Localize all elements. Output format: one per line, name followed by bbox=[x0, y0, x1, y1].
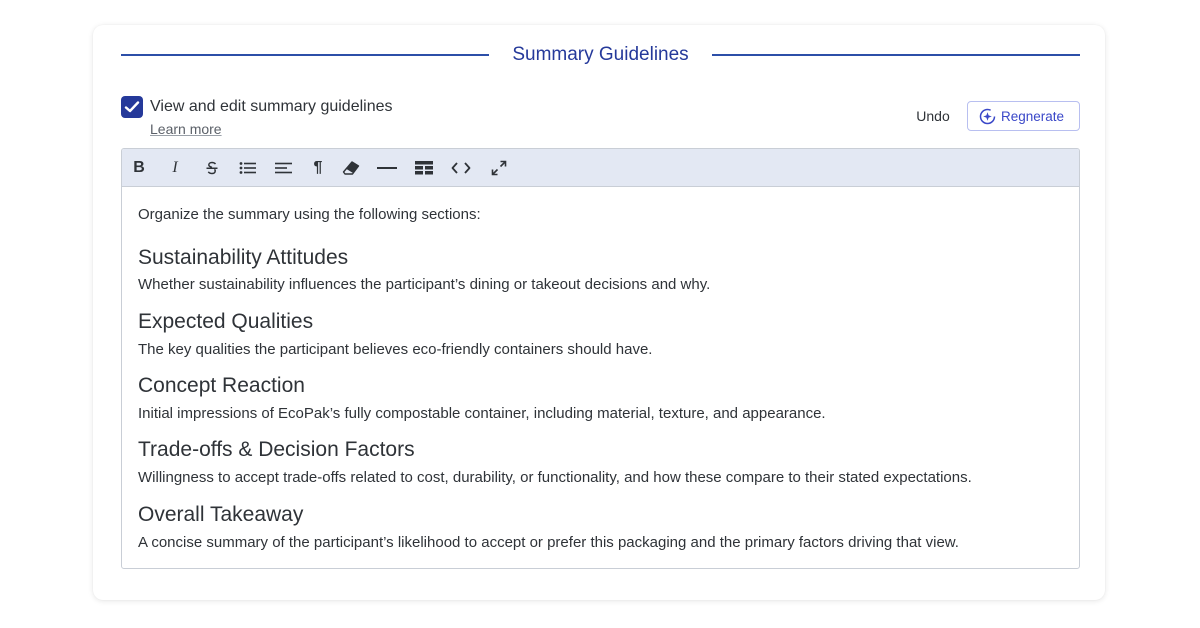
intro-text: Organize the summary using the following sections: bbox=[138, 206, 481, 223]
table-icon bbox=[415, 161, 433, 175]
section-description: A concise summary of the participant’s likelihood to accept or prefer this packaging and the primary factors driving that view. bbox=[138, 534, 959, 551]
editor-toolbar bbox=[122, 149, 1079, 187]
section-description: The key qualities the participant believes eco-friendly containers should have. bbox=[138, 341, 653, 358]
section-heading: Overall Takeaway bbox=[138, 503, 304, 526]
paragraph-button[interactable] bbox=[307, 157, 329, 179]
expand-icon bbox=[491, 160, 507, 176]
checkmark-icon bbox=[124, 100, 140, 114]
strikethrough-icon bbox=[204, 160, 220, 176]
view-edit-guidelines-checkbox[interactable] bbox=[121, 96, 143, 118]
italic-button[interactable] bbox=[164, 157, 186, 179]
sparkle-refresh-icon bbox=[979, 108, 996, 125]
align-left-button[interactable] bbox=[273, 157, 295, 179]
learn-more-link[interactable]: Learn more bbox=[150, 121, 222, 137]
code-icon bbox=[451, 162, 471, 174]
header-divider-left bbox=[121, 54, 489, 56]
fullscreen-button[interactable] bbox=[488, 157, 510, 179]
horizontal-rule-icon bbox=[377, 166, 397, 170]
bullet-list-button[interactable] bbox=[237, 157, 259, 179]
section-heading: Sustainability Attitudes bbox=[138, 246, 349, 269]
section-header bbox=[121, 42, 1079, 68]
undo-button[interactable]: Undo bbox=[916, 108, 950, 124]
guidelines-editor[interactable] bbox=[121, 148, 1080, 569]
section-description: Whether sustainability influences the participant’s dining or takeout decisions and why. bbox=[138, 276, 711, 293]
italic-icon: I bbox=[172, 159, 178, 176]
eraser-icon bbox=[342, 161, 360, 175]
section-heading: Concept Reaction bbox=[138, 374, 305, 397]
align-left-icon bbox=[275, 161, 293, 175]
clear-format-button[interactable] bbox=[340, 157, 362, 179]
paragraph-icon: ¶ bbox=[313, 159, 323, 176]
section-description: Initial impressions of EcoPak’s fully compostable container, including material, texture, and appearance. bbox=[138, 405, 826, 422]
bullet-list-icon bbox=[239, 161, 257, 175]
bold-icon: B bbox=[133, 159, 145, 176]
regenerate-label: Regnerate bbox=[1001, 109, 1065, 124]
horizontal-rule-button[interactable] bbox=[376, 157, 398, 179]
header-divider-right bbox=[712, 54, 1080, 56]
section-title: Summary Guidelines bbox=[512, 44, 689, 65]
strikethrough-button[interactable] bbox=[201, 157, 223, 179]
summary-guidelines-card bbox=[93, 25, 1105, 600]
section-heading: Trade-offs & Decision Factors bbox=[138, 438, 415, 461]
bold-button[interactable] bbox=[128, 157, 150, 179]
code-view-button[interactable] bbox=[450, 157, 472, 179]
regenerate-button[interactable] bbox=[967, 101, 1080, 131]
section-description: Willingness to accept trade-offs related to cost, durability, or functionality, and how these compare to their stated expectations. bbox=[138, 469, 972, 486]
view-edit-guidelines-label: View and edit summary guidelines bbox=[150, 98, 393, 115]
section-heading: Expected Qualities bbox=[138, 310, 314, 333]
table-button[interactable] bbox=[413, 157, 435, 179]
